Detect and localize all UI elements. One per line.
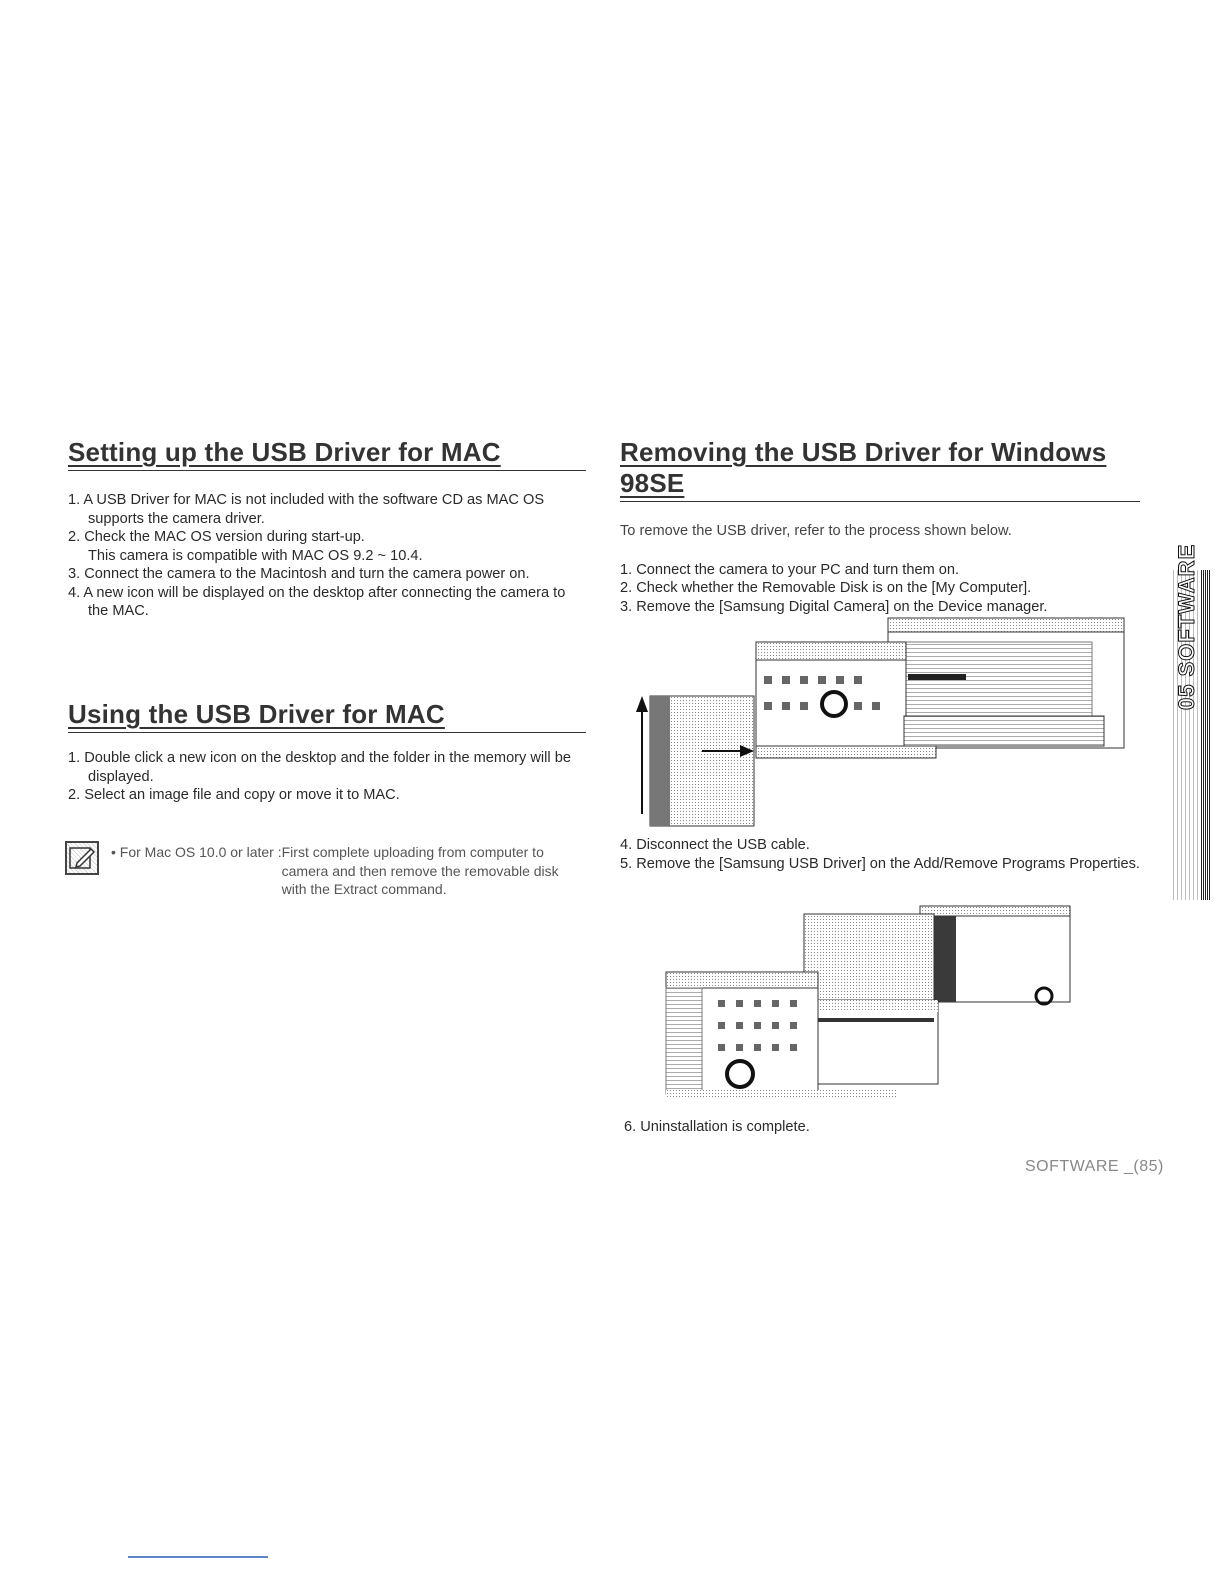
section-remove-win98 xyxy=(620,437,1140,616)
remove-steps-b-wrap xyxy=(620,836,1140,873)
using-step-1: 1. Double click a new icon on the desktop and the folder in the memory will be displayed. xyxy=(68,750,571,785)
remove-intro: To remove the USB driver, refer to the process shown below. xyxy=(620,523,1012,539)
remove-step-3: 3. Remove the [Samsung Digital Camera] on the Device manager. xyxy=(620,598,1048,615)
remove-step-1: 1. Connect the camera to your PC and turn them on. xyxy=(620,561,960,578)
device-manager-screenshot xyxy=(632,616,1128,830)
remove-step-2: 2. Check whether the Removable Disk is on the [My Computer]. xyxy=(620,580,1032,596)
remove-step-4: 4. Disconnect the USB cable. xyxy=(620,837,810,853)
note-label: • For Mac OS 10.0 or later : xyxy=(111,844,282,860)
setup-step-1: 1. A USB Driver for MAC is not included with the software CD as MAC OS supports the camera driver. xyxy=(68,492,545,527)
note-pencil-icon xyxy=(65,841,99,875)
chapter-tab-label: 05 SOFTWARE xyxy=(1174,543,1199,710)
setup-steps xyxy=(68,491,583,621)
setup-step-2-note: This camera is compatible with MAC OS 9.2 ~ 10.4. xyxy=(88,547,423,564)
chapter-tab xyxy=(1170,543,1210,900)
section-title: Setting up the USB Driver for MAC xyxy=(68,437,586,471)
remove-steps-a xyxy=(620,561,1140,617)
using-step-2: 2. Select an image file and copy or move it to MAC. xyxy=(68,787,400,803)
chapter-tab-bar xyxy=(1200,570,1210,900)
setup-step-4: 4. A new icon will be displayed on the desktop after connecting the camera to the MAC. xyxy=(68,584,566,619)
using-steps xyxy=(68,749,583,805)
remove-step-6: 6. Uninstallation is complete. xyxy=(624,1119,810,1135)
remove-steps-b xyxy=(620,836,1140,873)
setup-step-2: 2. Check the MAC OS version during start-up. xyxy=(68,529,365,545)
setup-step-3: 3. Connect the camera to the Macintosh and turn the camera power on. xyxy=(68,566,530,582)
footer-rule xyxy=(128,1556,268,1558)
section-using-mac xyxy=(68,699,586,805)
section-title: Removing the USB Driver for Windows 98SE xyxy=(620,437,1140,502)
section-title: Using the USB Driver for MAC xyxy=(68,699,586,733)
page-footer: SOFTWARE _(85) xyxy=(1025,1158,1164,1175)
add-remove-programs-screenshot xyxy=(664,904,1074,1100)
note-text: First complete uploading from computer to camera and then remove the removable disk with the Extract command. xyxy=(281,844,559,897)
mac-note xyxy=(65,843,585,899)
remove-step-5: 5. Remove the [Samsung USB Driver] on the Add/Remove Programs Properties. xyxy=(620,855,1140,872)
section-setup-mac xyxy=(68,437,586,621)
